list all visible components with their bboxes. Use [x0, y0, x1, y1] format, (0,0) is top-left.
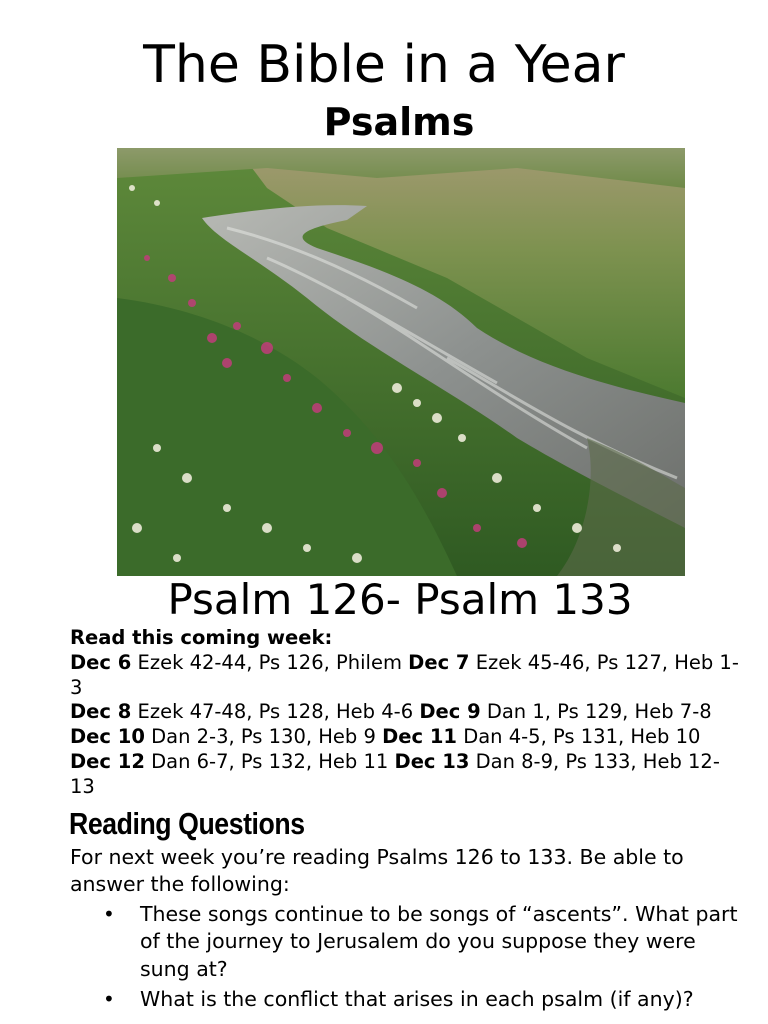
schedule-readings: Dan 6-7, Ps 132, Heb 11	[144, 749, 395, 773]
schedule-date: Dec 10	[70, 725, 145, 749]
schedule-date: Dec 12	[70, 749, 145, 773]
psalm-range-heading: Psalm 126- Psalm 133	[167, 575, 633, 624]
schedule-date: Dec 9	[419, 700, 481, 724]
reading-questions-heading: Reading Questions	[69, 805, 305, 841]
questions-list	[70, 901, 740, 1014]
reading-schedule	[70, 651, 740, 800]
page-subtitle: Psalms	[323, 100, 475, 144]
questions-intro: For next week you’re reading Psalms 126 to 133. Be able to answer the following:	[70, 844, 684, 897]
schedule-date: Dec 6	[70, 650, 132, 674]
reading-content	[70, 626, 740, 1017]
schedule-readings: Ezek 47-48, Ps 128, Heb 4-6	[131, 700, 420, 724]
list-item	[70, 986, 740, 1014]
schedule-date: Dec 7	[408, 650, 470, 674]
list-item	[70, 901, 740, 984]
schedule-readings: Dan 1, Ps 129, Heb 7-8	[480, 700, 712, 724]
schedule-readings: Dan 8-9, Ps 133, Heb 12-13	[70, 749, 720, 798]
question-text: These songs continue to be songs of “ascents”. What part of the journey to Jerusalem do you suppose they were sung at?	[140, 901, 738, 981]
schedule-readings: Dan 2-3, Ps 130, Heb 9	[144, 725, 383, 749]
reading-plan-heading: Read this coming week:	[70, 626, 333, 649]
schedule-date: Dec 11	[382, 725, 458, 749]
schedule-readings: Ezek 42-44, Ps 126, Philem	[131, 650, 409, 674]
schedule-date: Dec 13	[394, 749, 470, 773]
schedule-readings: Dan 4-5, Ps 131, Heb 10	[457, 725, 701, 749]
schedule-readings: Ezek 45-46, Ps 127, Heb 1-3	[70, 650, 739, 699]
bullet-icon: •	[103, 901, 115, 926]
question-text: What is the conflict that arises in each psalm (if any)?	[140, 987, 694, 1012]
bullet-icon: •	[103, 987, 115, 1012]
page-title: The Bible in a Year	[143, 35, 625, 95]
landscape-image	[117, 148, 685, 576]
schedule-date: Dec 8	[70, 700, 132, 724]
